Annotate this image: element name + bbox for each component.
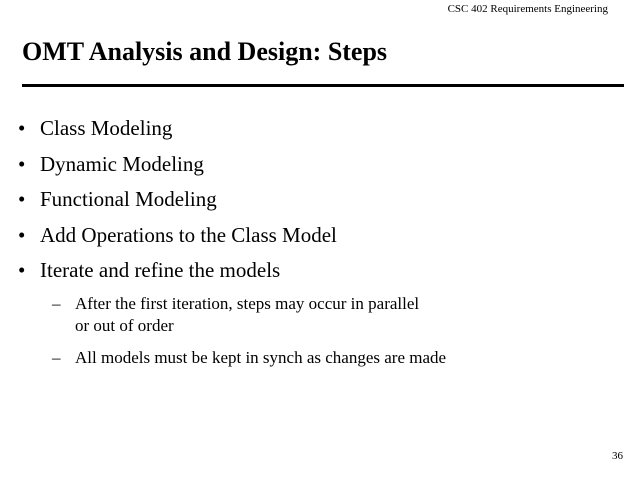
bullet-text: Class Modeling bbox=[40, 116, 173, 140]
bullet-text: Functional Modeling bbox=[40, 187, 217, 211]
sub-bullet-text: All models must be kept in synch as changes are made bbox=[75, 348, 447, 367]
sub-bullet-item-first-iteration bbox=[18, 293, 446, 337]
page-number: 36 bbox=[612, 450, 623, 462]
bullet-glyph: • bbox=[18, 151, 26, 176]
sub-bullet-item-models-in-synch bbox=[18, 347, 446, 369]
bullet-text: Iterate and refine the models bbox=[40, 258, 281, 282]
bullet-glyph: • bbox=[18, 187, 26, 211]
sub-bullet-text: After the first iteration, steps may occur in parallel bbox=[75, 294, 420, 313]
dash-glyph: – bbox=[52, 294, 61, 313]
sub-bullet-list bbox=[18, 293, 446, 379]
bullet-list bbox=[18, 116, 447, 367]
bullet-text: Add Operations to the Class Model bbox=[40, 222, 337, 247]
bullet-glyph: • bbox=[18, 258, 26, 282]
bullet-glyph: • bbox=[18, 116, 26, 140]
dash-glyph: – bbox=[52, 348, 61, 367]
bullet-item-iterate-refine bbox=[18, 258, 447, 367]
bullet-text: Dynamic Modeling bbox=[40, 151, 204, 176]
slide-title: OMT Analysis and Design: Steps bbox=[22, 37, 388, 66]
title-divider bbox=[22, 84, 624, 87]
bullet-item-class-modeling bbox=[18, 116, 337, 152]
sub-bullet-text-continuation: or out of order bbox=[75, 316, 174, 335]
bullet-item-functional-modeling bbox=[18, 187, 337, 223]
bullet-item-add-operations bbox=[18, 223, 337, 259]
bullet-glyph: • bbox=[18, 222, 26, 247]
bullet-item-dynamic-modeling bbox=[18, 152, 337, 188]
course-header-label: CSC 402 Requirements Engineering bbox=[447, 3, 608, 15]
